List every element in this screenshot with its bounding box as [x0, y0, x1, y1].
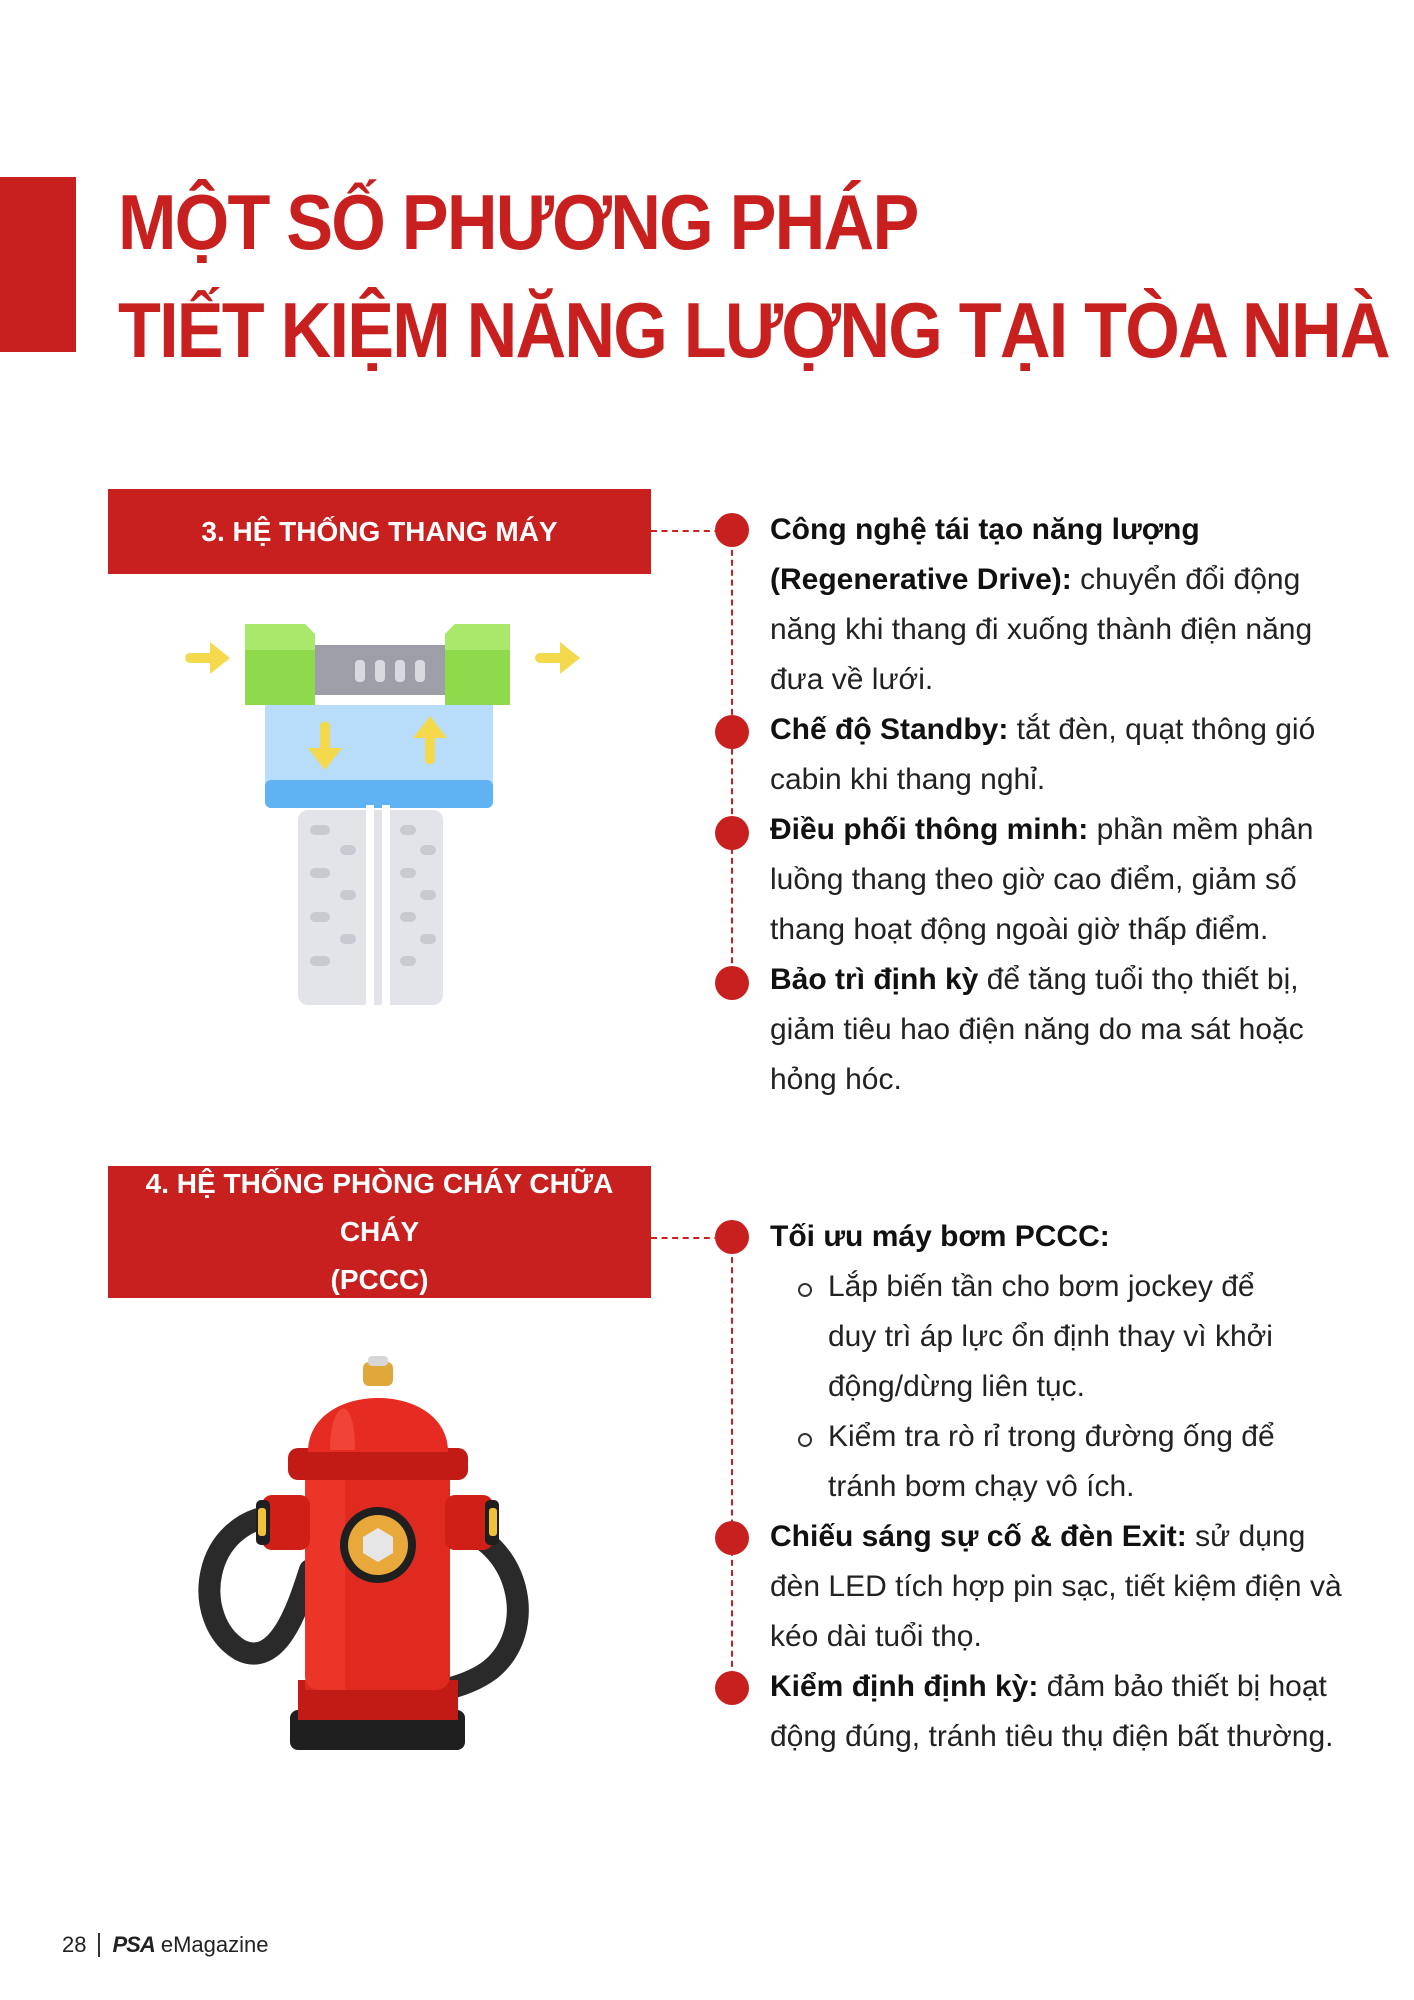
page-number: 28	[62, 1932, 87, 1957]
brand-logo: PSA	[112, 1932, 155, 1957]
bullet-dot	[715, 816, 749, 850]
elevator-bullets	[770, 505, 1360, 1105]
section-heading-fire	[108, 1166, 651, 1298]
list-item: Điều phối thông minh: phần mềm phân luồng thang theo giờ cao điểm, giảm số thang hoạt động ngoài giờ thấp điểm.	[770, 813, 1314, 946]
section-heading-text: 3. HỆ THỐNG THANG MÁY	[201, 515, 558, 547]
bullet-dot	[715, 1220, 749, 1254]
bullet-dot	[715, 966, 749, 1000]
list-item: Công nghệ tái tạo năng lượng (Regenerative Drive): chuyển đổi động năng khi thang đi xuống thành điện năng đưa về lưới.	[770, 513, 1313, 696]
list-item: Tối ưu máy bơm PCCC:	[770, 1220, 1110, 1253]
list-item: Bảo trì định kỳ để tăng tuổi thọ thiết bị, giảm tiêu hao điện năng do ma sát hoặc hỏng hóc.	[770, 963, 1304, 1096]
list-item: Chế độ Standby: tắt đèn, quạt thông gió cabin khi thang nghỉ.	[770, 713, 1316, 796]
footer	[62, 1932, 269, 1958]
fire-bullets	[770, 1212, 1360, 1762]
elevator-icon	[170, 610, 590, 1020]
page-title-line1: MỘT SỐ PHƯƠNG PHÁP	[118, 178, 918, 266]
brand-label: eMagazine	[160, 1932, 269, 1957]
bullet-dot	[715, 1671, 749, 1705]
bullet-dot	[715, 715, 749, 749]
footer-brand	[112, 1932, 268, 1958]
fire-hydrant-icon	[180, 1340, 560, 1760]
sub-list-item: Kiểm tra rò rỉ trong đường ống để tránh bơm chạy vô ích.	[828, 1412, 1308, 1512]
page-title-line2: TIẾT KIỆM NĂNG LƯỢNG TẠI TÒA NHÀ	[118, 286, 1389, 374]
sub-list-item: Lắp biến tần cho bơm jockey để duy trì áp lực ổn định thay vì khởi động/dừng liên tục.	[828, 1262, 1308, 1412]
section-heading-text: 4. HỆ THỐNG PHÒNG CHÁY CHỮA CHÁY	[145, 1168, 614, 1247]
timeline-line	[731, 530, 733, 993]
list-item: Kiểm định định kỳ: đảm bảo thiết bị hoạt động đúng, tránh tiêu thụ điện bất thường.	[770, 1670, 1334, 1753]
bullet-dot	[715, 513, 749, 547]
timeline-line	[731, 1237, 733, 1687]
title-accent-bar	[0, 177, 76, 352]
section-heading-text: (PCCC)	[330, 1264, 429, 1295]
bullet-dot	[715, 1521, 749, 1555]
section-heading-elevator	[108, 489, 651, 574]
list-item: Chiếu sáng sự cố & đèn Exit: sử dụng đèn LED tích hợp pin sạc, tiết kiệm điện và kéo dài tuổi thọ.	[770, 1520, 1342, 1653]
page-title	[118, 168, 1389, 384]
footer-divider	[98, 1933, 100, 1957]
